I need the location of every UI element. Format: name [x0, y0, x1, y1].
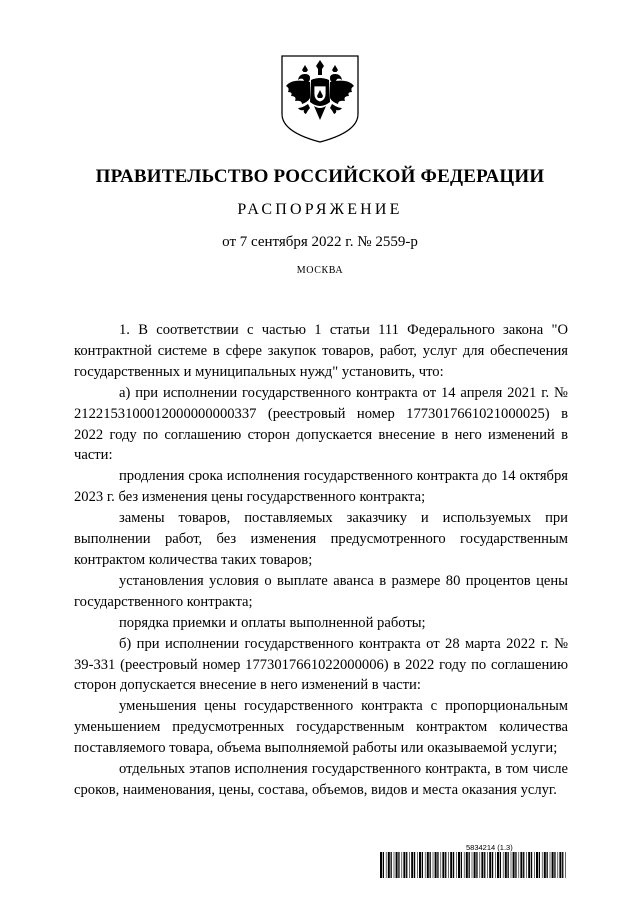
- paragraph: уменьшения цены государственного контракта с пропорциональным уменьшением предусмотренных государственным контрактом количества поставляемого товара, объема выполняемой работы или оказываемой услуги;: [74, 698, 568, 757]
- coat-of-arms-icon: [278, 52, 362, 144]
- paragraph: б) при исполнении государственного контракта от 28 марта 2022 г. № 39-331 (реестровый номер 1773017661022000006) в 2022 году по соглашению сторон допускается внесение в него изменений в части:: [74, 635, 568, 694]
- paragraph: установления условия о выплате аванса в размере 80 процентов цены государственного контракта;: [74, 572, 568, 610]
- paragraph: замены товаров, поставляемых заказчику и используемых при выполнении работ, без изменения предусмотренного государственным контрактом количества таких товаров;: [74, 510, 568, 568]
- paragraph: порядка приемки и оплаты выполненной работы;: [119, 614, 426, 631]
- document-type: РАСПОРЯЖЕНИЕ: [237, 201, 403, 218]
- paragraph: 1. В соответствии с частью 1 статьи 111 Федерального закона "О контрактной системе в сфере закупок товаров, работ, услуг для обеспечения государственных и муниципальных нужд" установить, что:: [74, 322, 568, 380]
- document-city: МОСКВА: [296, 265, 344, 276]
- document-body: [74, 320, 568, 801]
- paragraph: продления срока исполнения государственного контракта до 14 октября 2023 г. без изменения цены государственного контракта;: [74, 468, 568, 506]
- document-date-number: от 7 сентября 2022 г. № 2559-р: [222, 234, 418, 250]
- paragraph: а) при исполнении государственного контракта от 14 апреля 2021 г. № 2122153100012000000000337 (реестровый номер 1773017661021000025) в 2022 году по соглашению сторон допускается внесение в него изменений в части:: [74, 384, 568, 464]
- barcode-number: 5834214 (1.3): [466, 843, 513, 852]
- barcode: [380, 852, 568, 878]
- paragraph: отдельных этапов исполнения государственного контракта, в том числе сроков, наименования, цены, состава, объемов, видов и места оказания услуг.: [74, 761, 568, 798]
- government-title: ПРАВИТЕЛЬСТВО РОССИЙСКОЙ ФЕДЕРАЦИИ: [95, 166, 545, 187]
